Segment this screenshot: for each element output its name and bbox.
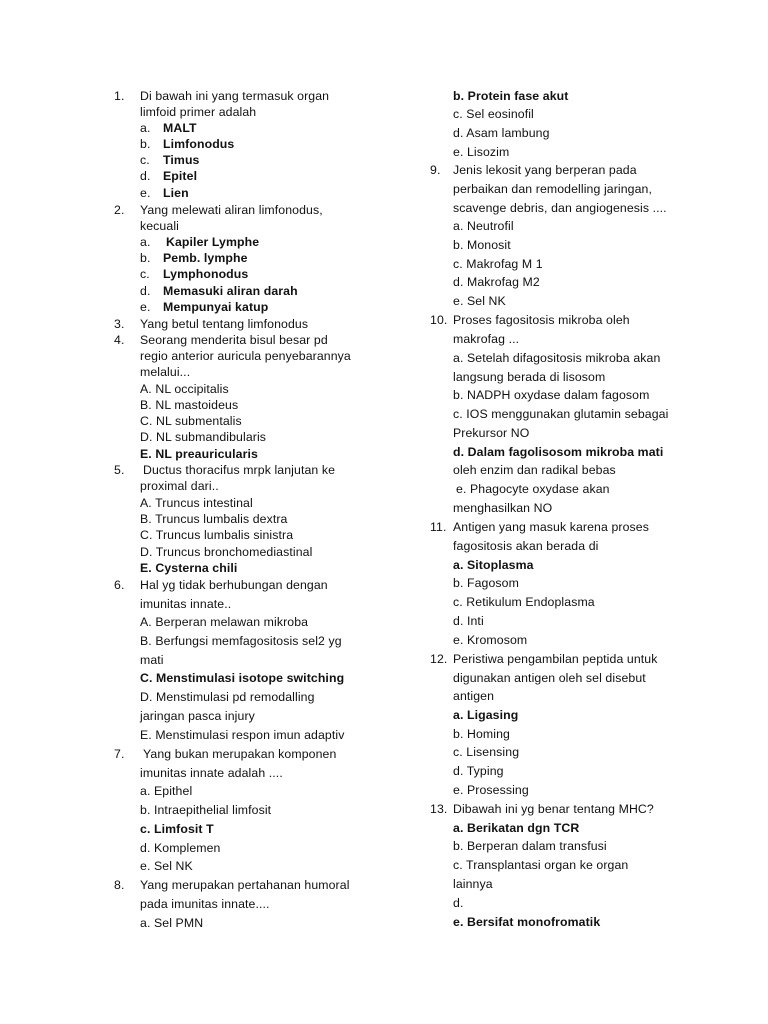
text-line-e-menstimulasi-respon-imun-adaptiv: E. Menstimulasi respon imun adaptiv <box>140 728 345 742</box>
text-line-c-sel-eosinofil: c. Sel eosinofil <box>453 107 534 121</box>
text-line-e: e. <box>140 300 151 314</box>
text-line-jaringan-pasca-injury: jaringan pasca injury <box>140 709 255 723</box>
text-line-b-intraepithelial-limfosit: b. Intraepithelial limfosit <box>140 803 272 817</box>
text-line-c-transplantasi-organ-ke-organ: c. Transplantasi organ ke organ <box>453 858 629 872</box>
text-line-a-sel-pmn: a. Sel PMN <box>140 916 204 930</box>
text-line-b: b. <box>140 251 151 265</box>
text-line-limfonodus: Limfonodus <box>163 137 235 151</box>
question-number-7: 7. <box>114 747 125 761</box>
text-line-c: c. <box>140 267 150 281</box>
text-line-e-nl-preauricularis: E. NL preauricularis <box>140 447 258 461</box>
text-line-c-ios-menggunakan-glutamin-sebagai: c. IOS menggunakan glutamin sebagai <box>453 407 669 421</box>
text-line-e-sel-nk: e. Sel NK <box>140 859 193 873</box>
text-line-jenis-lekosit-yang-berperan-pada: Jenis lekosit yang berperan pada <box>453 163 637 177</box>
text-line-a-setelah-difagositosis-mikroba-akan: a. Setelah difagositosis mikroba akan <box>453 351 661 365</box>
text-line-b-nadph-oxydase-dalam-fagosom: b. NADPH oxydase dalam fagosom <box>453 388 650 402</box>
text-line-b-homing: b. Homing <box>453 727 510 741</box>
text-line-a: a. <box>140 235 151 249</box>
text-line-yang-betul-tentang-limfonodus: Yang betul tentang limfonodus <box>140 317 309 331</box>
text-line-regio-anterior-auricula-penyebarannya: regio anterior auricula penyebarannya <box>140 349 351 363</box>
text-line-a-berperan-melawan-mikroba: A. Berperan melawan mikroba <box>140 615 309 629</box>
text-line-di-bawah-ini-yang-termasuk-organ: Di bawah ini yang termasuk organ <box>140 89 330 103</box>
text-line-c-truncus-lumbalis-sinistra: C. Truncus lumbalis sinistra <box>140 528 294 542</box>
question-number-13: 13. <box>430 802 448 816</box>
text-line-c-lisensing: c. Lisensing <box>453 745 520 759</box>
text-line-lymphonodus: Lymphonodus <box>163 267 249 281</box>
text-line-d-komplemen: d. Komplemen <box>140 841 221 855</box>
text-line-malt: MALT <box>163 121 197 135</box>
question-number-10: 10. <box>430 313 448 327</box>
text-line-menghasilkan-no: menghasilkan NO <box>453 501 553 515</box>
text-line-e-kromosom: e. Kromosom <box>453 633 528 647</box>
text-line-b-nl-mastoideus: B. NL mastoideus <box>140 398 239 412</box>
text-line-b-fagosom: b. Fagosom <box>453 576 519 590</box>
text-line-makrofag: makrofag ... <box>453 332 520 346</box>
question-number-8: 8. <box>114 878 125 892</box>
text-line-d-inti: d. Inti <box>453 614 484 628</box>
text-line-mempunyai-katup: Mempunyai katup <box>163 300 269 314</box>
text-line-mati: mati <box>140 653 164 667</box>
text-line-hal-yg-tidak-berhubungan-dengan: Hal yg tidak berhubungan dengan <box>140 578 328 592</box>
text-line-a-sitoplasma: a. Sitoplasma <box>453 558 534 572</box>
text-line-d-typing: d. Typing <box>453 764 504 778</box>
text-line-digunakan-antigen-oleh-sel-disebut: digunakan antigen oleh sel disebut <box>453 671 646 685</box>
text-line-kapiler-lymphe: Kapiler Lymphe <box>166 235 260 249</box>
text-line-pada-imunitas-innate: pada imunitas innate.... <box>140 897 270 911</box>
question-number-9: 9. <box>430 163 441 177</box>
question-number-12: 12. <box>430 652 448 666</box>
text-line-a-ligasing: a. Ligasing <box>453 708 519 722</box>
text-line-dibawah-ini-yg-benar-tentang-mhc: Dibawah ini yg benar tentang MHC? <box>453 802 654 816</box>
text-line-e-phagocyte-oxydase-akan: e. Phagocyte oxydase akan <box>456 482 610 496</box>
question-number-5: 5. <box>114 463 125 477</box>
text-line-lien: Lien <box>163 186 189 200</box>
text-line-e-sel-nk: e. Sel NK <box>453 294 506 308</box>
text-line-e-bersifat-monofromatik: e. Bersifat monofromatik <box>453 915 601 929</box>
text-line-c-makrofag-m-1: c. Makrofag M 1 <box>453 257 543 271</box>
text-line-c-menstimulasi-isotope-switching: C. Menstimulasi isotope switching <box>140 671 345 685</box>
question-number-6: 6. <box>114 578 125 592</box>
text-line-d: d. <box>140 169 151 183</box>
text-line-antigen: antigen <box>453 689 495 703</box>
text-line-yang-bukan-merupakan-komponen: Yang bukan merupakan komponen <box>143 747 337 761</box>
text-line-memasuki-aliran-darah: Memasuki aliran darah <box>163 284 298 298</box>
text-line-ductus-thoracifus-mrpk-lanjutan-ke: Ductus thoracifus mrpk lanjutan ke <box>143 463 336 477</box>
text-line-scavenge-debris-dan-angiogenesis: scavenge debris, dan angiogenesis .... <box>453 201 667 215</box>
question-number-4: 4. <box>114 333 125 347</box>
text-line-e-cysterna-chili: E. Cysterna chili <box>140 561 238 575</box>
text-line-e-prosessing: e. Prosessing <box>453 783 529 797</box>
text-line-a-neutrofil: a. Neutrofil <box>453 219 514 233</box>
text-line-c-limfosit-t: c. Limfosit T <box>140 822 214 836</box>
text-line-lainnya: lainnya <box>453 877 493 891</box>
question-number-1: 1. <box>114 89 125 103</box>
text-line-proximal-dari: proximal dari.. <box>140 479 219 493</box>
text-line-antigen-yang-masuk-karena-proses: Antigen yang masuk karena proses <box>453 520 649 534</box>
text-line-e-lisozim: e. Lisozim <box>453 145 510 159</box>
text-line-d: d. <box>140 284 151 298</box>
text-line-melalui: melalui... <box>140 365 191 379</box>
text-line-timus: Timus <box>163 153 200 167</box>
text-line-yang-melewati-aliran-limfonodus: Yang melewati aliran limfonodus, <box>140 203 323 217</box>
text-line-a-truncus-intestinal: A. Truncus intestinal <box>140 496 253 510</box>
text-line-b-truncus-lumbalis-dextra: B. Truncus lumbalis dextra <box>140 512 288 526</box>
text-line-limfoid-primer-adalah: limfoid primer adalah <box>140 105 257 119</box>
text-line-seorang-menderita-bisul-besar-pd: Seorang menderita bisul besar pd <box>140 333 328 347</box>
question-number-3: 3. <box>114 317 125 331</box>
text-line-prekursor-no: Prekursor NO <box>453 426 530 440</box>
text-line-d-dalam-fagolisosom-mikroba-mati: d. Dalam fagolisosom mikroba mati <box>453 445 664 459</box>
question-number-2: 2. <box>114 203 125 217</box>
text-line-perbaikan-dan-remodelling-jaringan: perbaikan dan remodelling jaringan, <box>453 182 653 196</box>
text-line-yang-merupakan-pertahanan-humoral: Yang merupakan pertahanan humoral <box>140 878 350 892</box>
text-line-a-nl-occipitalis: A. NL occipitalis <box>140 382 229 396</box>
text-line-fagositosis-akan-berada-di: fagositosis akan berada di <box>453 539 599 553</box>
text-line-b-monosit: b. Monosit <box>453 238 511 252</box>
text-line-epitel: Epitel <box>163 169 198 183</box>
question-number-11: 11. <box>430 520 447 534</box>
text-line-c: c. <box>140 153 150 167</box>
text-line-peristiwa-pengambilan-peptida-untuk: Peristiwa pengambilan peptida untuk <box>453 652 658 666</box>
text-line-b-protein-fase-akut: b. Protein fase akut <box>453 89 569 103</box>
text-line-a-epithel: a. Epithel <box>140 784 193 798</box>
text-line-d: d. <box>453 896 464 910</box>
text-line-d-nl-submandibularis: D. NL submandibularis <box>140 430 267 444</box>
text-line-e: e. <box>140 186 151 200</box>
text-line-b: b. <box>140 137 151 151</box>
text-line-oleh-enzim-dan-radikal-bebas: oleh enzim dan radikal bebas <box>453 463 616 477</box>
text-line-d-asam-lambung: d. Asam lambung <box>453 126 550 140</box>
text-line-b-berperan-dalam-transfusi: b. Berperan dalam transfusi <box>453 839 607 853</box>
text-line-d-menstimulasi-pd-remodalling: D. Menstimulasi pd remodalling <box>140 690 315 704</box>
text-line-d-makrofag-m2: d. Makrofag M2 <box>453 275 540 289</box>
text-line-kecuali: kecuali <box>140 219 179 233</box>
text-line-imunitas-innate-adalah: imunitas innate adalah .... <box>140 766 283 780</box>
text-line-a-berikatan-dgn-tcr: a. Berikatan dgn TCR <box>453 821 580 835</box>
text-line-b-berfungsi-memfagositosis-sel2-yg: B. Berfungsi memfagositosis sel2 yg <box>140 634 342 648</box>
text-line-d-truncus-bronchomediastinal: D. Truncus bronchomediastinal <box>140 545 313 559</box>
text-line-c-nl-submentalis: C. NL submentalis <box>140 414 242 428</box>
text-line-proses-fagositosis-mikroba-oleh: Proses fagositosis mikroba oleh <box>453 313 630 327</box>
text-line-a: a. <box>140 121 151 135</box>
text-line-imunitas-innate: imunitas innate.. <box>140 597 232 611</box>
text-line-langsung-berada-di-lisosom: langsung berada di lisosom <box>453 370 606 384</box>
text-line-pemb-lymphe: Pemb. lymphe <box>163 251 248 265</box>
text-line-c-retikulum-endoplasma: c. Retikulum Endoplasma <box>453 595 595 609</box>
